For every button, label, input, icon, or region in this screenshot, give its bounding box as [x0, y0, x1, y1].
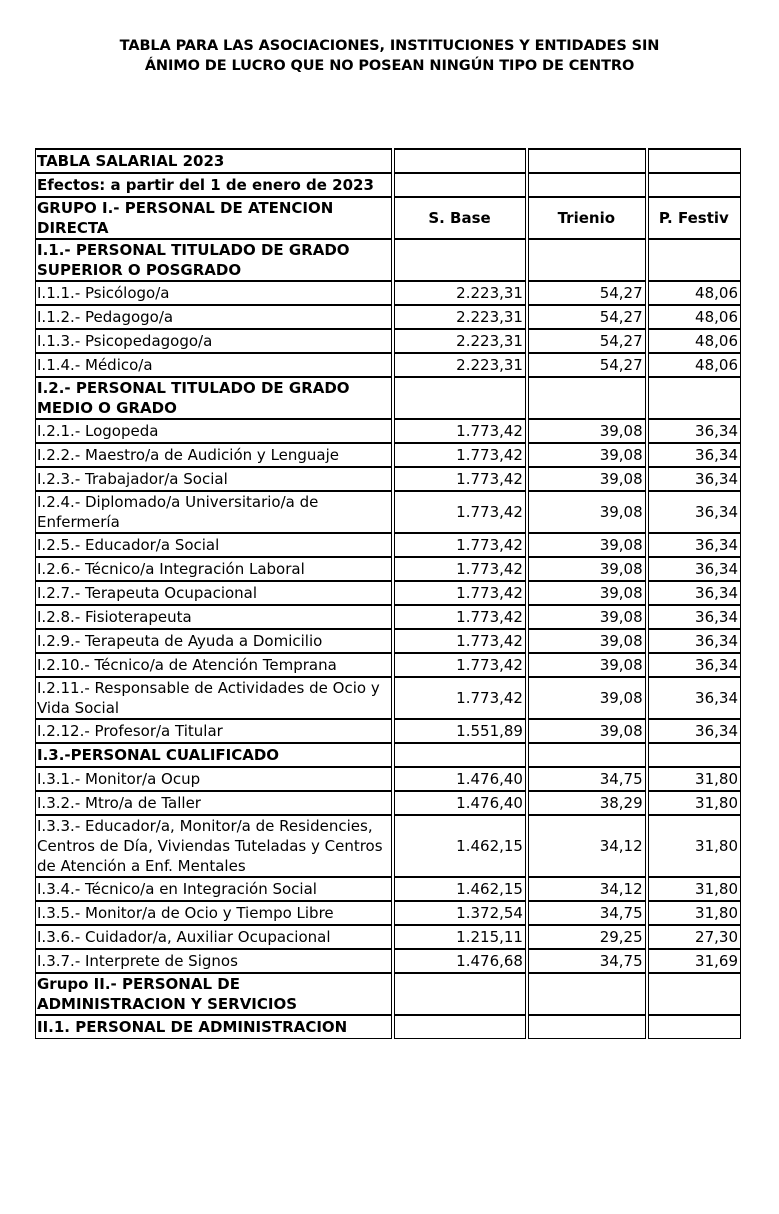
table-row	[35, 280, 741, 304]
table-row	[35, 580, 741, 604]
base-salary: 2.223,31	[394, 352, 526, 376]
base-salary: 1.372,54	[394, 900, 526, 924]
job-category: I.3.6.- Cuidador/a, Auxiliar Ocupacional	[35, 924, 392, 948]
table-row	[35, 948, 741, 972]
trienio-value: 54,27	[528, 328, 646, 352]
job-category: I.2.11.- Responsable de Actividades de Ocio y Vida Social	[35, 676, 392, 718]
base-salary: 1.773,42	[394, 418, 526, 442]
festiv-value: 36,34	[648, 556, 741, 580]
base-salary: 1.773,42	[394, 490, 526, 532]
table-row	[35, 418, 741, 442]
job-category: I.2.1.- Logopeda	[35, 418, 392, 442]
job-category: I.1.2.- Pedagogo/a	[35, 304, 392, 328]
festiv-value: 36,34	[648, 490, 741, 532]
section-heading-row	[35, 742, 741, 766]
job-category: I.1.4.- Médico/a	[35, 352, 392, 376]
trienio-value: 39,08	[528, 556, 646, 580]
column-header-festiv: P. Festiv	[648, 196, 741, 238]
section-heading: I.2.- PERSONAL TITULADO DE GRADO MEDIO O GRADO	[35, 376, 392, 418]
trienio-value: 34,75	[528, 900, 646, 924]
table-row	[35, 604, 741, 628]
trienio-value: 39,08	[528, 490, 646, 532]
base-salary: 2.223,31	[394, 304, 526, 328]
table-row	[35, 490, 741, 532]
table-row	[35, 924, 741, 948]
trienio-value: 34,12	[528, 876, 646, 900]
table-row	[35, 766, 741, 790]
job-category: I.2.8.- Fisioterapeuta	[35, 604, 392, 628]
festiv-value: 36,34	[648, 418, 741, 442]
group-heading: GRUPO I.- PERSONAL DE ATENCION DIRECTA	[35, 196, 392, 238]
job-category: I.2.2.- Maestro/a de Audición y Lenguaje	[35, 442, 392, 466]
job-category: I.3.1.- Monitor/a Ocup	[35, 766, 392, 790]
festiv-value: 27,30	[648, 924, 741, 948]
base-salary: 2.223,31	[394, 328, 526, 352]
base-salary: 2.223,31	[394, 280, 526, 304]
section-heading: I.1.- PERSONAL TITULADO DE GRADO SUPERIOR O POSGRADO	[35, 238, 392, 280]
document-title-line-1: TABLA PARA LAS ASOCIACIONES, INSTITUCIONES Y ENTIDADES SIN	[119, 38, 660, 54]
festiv-value: 36,34	[648, 532, 741, 556]
job-category: I.1.3.- Psicopedagogo/a	[35, 328, 392, 352]
column-header-trienio: Trienio	[528, 196, 646, 238]
base-salary: 1.773,42	[394, 532, 526, 556]
festiv-value: 48,06	[648, 352, 741, 376]
base-salary: 1.215,11	[394, 924, 526, 948]
base-salary: 1.773,42	[394, 442, 526, 466]
festiv-value: 36,34	[648, 718, 741, 742]
base-salary: 1.773,42	[394, 652, 526, 676]
job-category: I.3.3.- Educador/a, Monitor/a de Residencies, Centros de Día, Viviendas Tuteladas y Centros de Atención a Enf. Mentales	[35, 814, 392, 876]
trienio-value: 54,27	[528, 352, 646, 376]
festiv-value: 48,06	[648, 328, 741, 352]
festiv-value: 36,34	[648, 628, 741, 652]
festiv-value: 31,80	[648, 766, 741, 790]
column-header-base: S. Base	[394, 196, 526, 238]
base-salary: 1.462,15	[394, 814, 526, 876]
job-category: I.2.3.- Trabajador/a Social	[35, 466, 392, 490]
table-row	[35, 628, 741, 652]
base-salary: 1.476,40	[394, 766, 526, 790]
table-title-row	[35, 148, 741, 172]
trienio-value: 39,08	[528, 604, 646, 628]
festiv-value: 36,34	[648, 442, 741, 466]
job-category: I.1.1.- Psicólogo/a	[35, 280, 392, 304]
trienio-value: 39,08	[528, 418, 646, 442]
festiv-value: 36,34	[648, 676, 741, 718]
table-title: TABLA SALARIAL 2023	[35, 148, 392, 172]
base-salary: 1.773,42	[394, 676, 526, 718]
group-heading: Grupo II.- PERSONAL DE ADMINISTRACION Y SERVICIOS	[35, 972, 392, 1014]
table-row	[35, 790, 741, 814]
festiv-value: 48,06	[648, 280, 741, 304]
job-category: I.2.12.- Profesor/a Titular	[35, 718, 392, 742]
table-row	[35, 556, 741, 580]
table-row	[35, 876, 741, 900]
job-category: I.2.5.- Educador/a Social	[35, 532, 392, 556]
base-salary: 1.476,68	[394, 948, 526, 972]
trienio-value: 39,08	[528, 652, 646, 676]
base-salary: 1.773,42	[394, 466, 526, 490]
section-heading-row	[35, 1014, 741, 1039]
header-row	[35, 196, 741, 238]
trienio-value: 34,75	[528, 766, 646, 790]
trienio-value: 54,27	[528, 304, 646, 328]
trienio-value: 39,08	[528, 466, 646, 490]
job-category: I.2.7.- Terapeuta Ocupacional	[35, 580, 392, 604]
section-heading: II.1. PERSONAL DE ADMINISTRACION	[35, 1014, 392, 1039]
table-row	[35, 466, 741, 490]
trienio-value: 29,25	[528, 924, 646, 948]
effects-date: Efectos: a partir del 1 de enero de 2023	[35, 172, 392, 196]
trienio-value: 39,08	[528, 580, 646, 604]
base-salary: 1.551,89	[394, 718, 526, 742]
base-salary: 1.773,42	[394, 580, 526, 604]
job-category: I.3.7.- Interprete de Signos	[35, 948, 392, 972]
festiv-value: 31,80	[648, 790, 741, 814]
festiv-value: 31,80	[648, 814, 741, 876]
base-salary: 1.773,42	[394, 604, 526, 628]
job-category: I.3.2.- Mtro/a de Taller	[35, 790, 392, 814]
job-category: I.2.6.- Técnico/a Integración Laboral	[35, 556, 392, 580]
group-heading-row	[35, 972, 741, 1014]
table-row	[35, 442, 741, 466]
job-category: I.2.4.- Diplomado/a Universitario/a de Enfermería	[35, 490, 392, 532]
job-category: I.2.10.- Técnico/a de Atención Temprana	[35, 652, 392, 676]
salary-table	[33, 148, 743, 1039]
festiv-value: 36,34	[648, 580, 741, 604]
festiv-value: 36,34	[648, 652, 741, 676]
job-category: I.3.5.- Monitor/a de Ocio y Tiempo Libre	[35, 900, 392, 924]
festiv-value: 36,34	[648, 604, 741, 628]
table-row	[35, 814, 741, 876]
job-category: I.3.4.- Técnico/a en Integración Social	[35, 876, 392, 900]
base-salary: 1.476,40	[394, 790, 526, 814]
trienio-value: 34,75	[528, 948, 646, 972]
trienio-value: 39,08	[528, 628, 646, 652]
festiv-value: 48,06	[648, 304, 741, 328]
document-title-line-2: ÁNIMO DE LUCRO QUE NO POSEAN NINGÚN TIPO DE CENTRO	[144, 58, 635, 74]
job-category: I.2.9.- Terapeuta de Ayuda a Domicilio	[35, 628, 392, 652]
table-row	[35, 304, 741, 328]
base-salary: 1.773,42	[394, 628, 526, 652]
section-heading: I.3.-PERSONAL CUALIFICADO	[35, 742, 392, 766]
document-title	[0, 36, 779, 76]
effects-row	[35, 172, 741, 196]
table-row	[35, 328, 741, 352]
trienio-value: 39,08	[528, 532, 646, 556]
trienio-value: 38,29	[528, 790, 646, 814]
trienio-value: 54,27	[528, 280, 646, 304]
trienio-value: 39,08	[528, 718, 646, 742]
table-row	[35, 352, 741, 376]
section-heading-row	[35, 238, 741, 280]
table-row	[35, 652, 741, 676]
section-heading-row	[35, 376, 741, 418]
trienio-value: 39,08	[528, 676, 646, 718]
table-row	[35, 676, 741, 718]
base-salary: 1.462,15	[394, 876, 526, 900]
table-row	[35, 900, 741, 924]
festiv-value: 31,69	[648, 948, 741, 972]
trienio-value: 39,08	[528, 442, 646, 466]
table-row	[35, 532, 741, 556]
trienio-value: 34,12	[528, 814, 646, 876]
festiv-value: 31,80	[648, 876, 741, 900]
festiv-value: 36,34	[648, 466, 741, 490]
base-salary: 1.773,42	[394, 556, 526, 580]
festiv-value: 31,80	[648, 900, 741, 924]
table-row	[35, 718, 741, 742]
